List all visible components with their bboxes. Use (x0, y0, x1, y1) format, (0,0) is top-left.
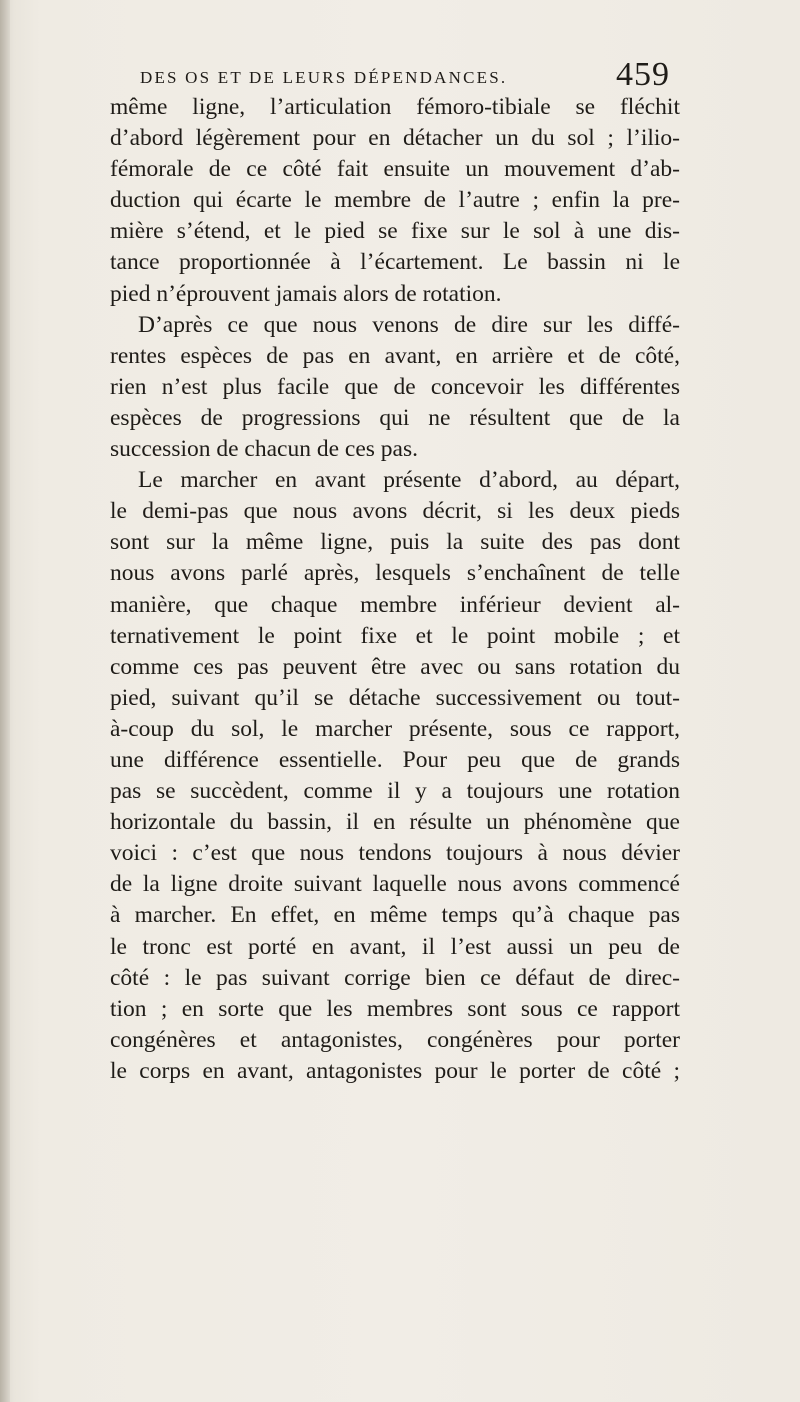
text-line: d’abord légèrement pour en détacher un du sol ; l’ilio- (110, 125, 680, 152)
text-line: horizontale du bassin, il en résulte un phénomène que (110, 809, 680, 836)
page-number: 459 (616, 56, 670, 93)
text-line: succession de chacun de ces pas. (110, 436, 418, 463)
text-line: espèces de progressions qui ne résultent que de la (110, 404, 680, 431)
text-line: côté : le pas suivant corrige bien ce défaut de direc- (110, 964, 680, 991)
text-line: D’après ce que nous venons de dire sur les diffé- (138, 311, 680, 338)
text-line: de la ligne droite suivant laquelle nous avons commencé (110, 871, 680, 898)
text-line: pied, suivant qu’il se détache successivement ou tout- (110, 684, 680, 711)
body-text (110, 92, 680, 1087)
text-line: le demi-pas que nous avons décrit, si les deux pieds (110, 498, 680, 525)
text-line: congénères et antagonistes, congénères pour porter (110, 1026, 680, 1053)
text-line: comme ces pas peuvent être avec ou sans rotation du (110, 653, 680, 680)
text-line: à marcher. En effet, en même temps qu’à chaque pas (110, 902, 680, 929)
text-line: pied n’éprouvent jamais alors de rotation. (110, 280, 502, 307)
text-line: tance proportionnée à l’écartement. Le bassin ni le (110, 249, 680, 276)
text-line: rien n’est plus facile que de concevoir les différentes (110, 373, 680, 400)
text-line: ternativement le point fixe et le point mobile ; et (110, 622, 680, 649)
text-line: le tronc est porté en avant, il l’est aussi un peu de (110, 933, 680, 960)
text-line: voici : c’est que nous tendons toujours à nous dévier (110, 840, 680, 867)
text-line: duction qui écarte le membre de l’autre ; enfin la pre- (110, 187, 680, 214)
text-line: à-coup du sol, le marcher présente, sous ce rapport, (110, 715, 680, 742)
text-line: le corps en avant, antagonistes pour le porter de côté ; (110, 1057, 680, 1084)
text-line: nous avons parlé après, lesquels s’enchaînent de telle (110, 560, 680, 587)
text-line: manière, que chaque membre inférieur devient al- (110, 591, 680, 618)
page-binding-edge (0, 0, 10, 1402)
text-line: mière s’étend, et le pied se fixe sur le sol à une dis- (110, 218, 680, 245)
text-line: même ligne, l’articulation fémoro-tibiale se fléchit (110, 94, 680, 120)
running-head: DES OS ET DE LEURS DÉPENDANCES. (140, 68, 508, 87)
text-line: rentes espèces de pas en avant, en arrière et de côté, (110, 342, 680, 369)
text-line: tion ; en sorte que les membres sont sous ce rapport (110, 995, 680, 1022)
text-line: Le marcher en avant présente d’abord, au départ, (138, 467, 680, 494)
page-header (140, 50, 670, 94)
text-line: sont sur la même ligne, puis la suite des pas dont (110, 529, 680, 556)
text-line: pas se succèdent, comme il y a toujours une rotation (110, 778, 680, 805)
text-line: une différence essentielle. Pour peu que de grands (110, 746, 680, 773)
text-line: fémorale de ce côté fait ensuite un mouvement d’ab- (110, 156, 680, 183)
